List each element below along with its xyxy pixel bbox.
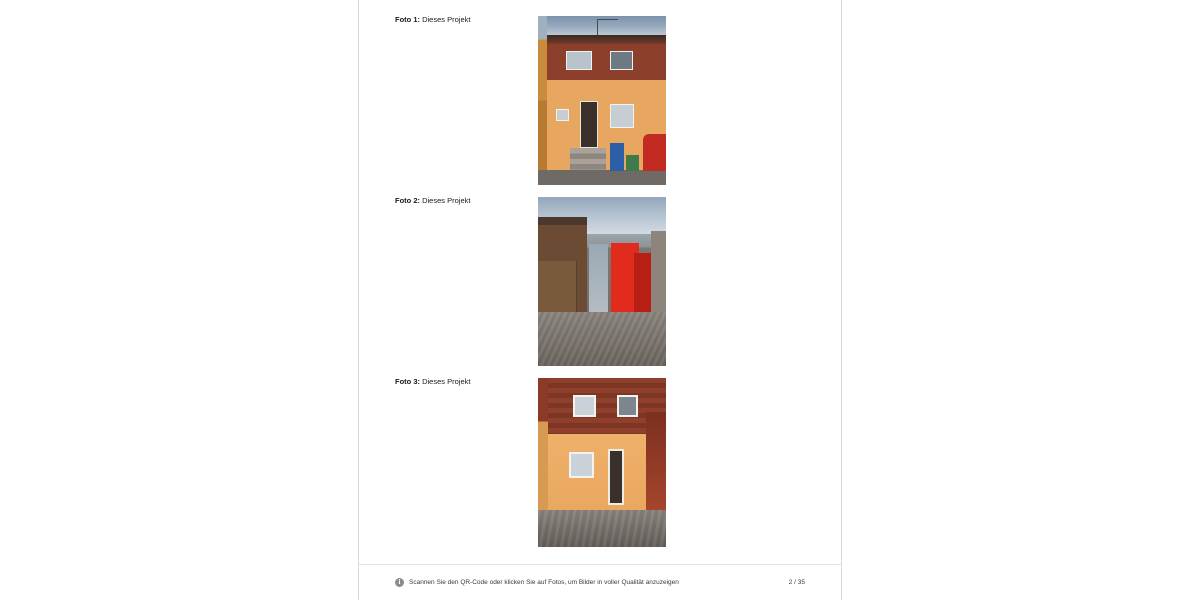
photo-1-label: Foto 1:: [395, 15, 420, 24]
info-icon: i: [395, 578, 404, 587]
photo-1-image[interactable]: [538, 16, 666, 185]
page-indicator: 2 / 35: [788, 579, 805, 586]
right-wall-shape: [646, 412, 666, 510]
photo-2-title: Dieses Projekt: [422, 196, 471, 205]
footer-note: Scannen Sie den QR-Code oder klicken Sie auf Fotos, um Bilder in voller Qualität anzuzeigen: [409, 579, 679, 586]
left-wall-shape: [538, 378, 548, 510]
right-wall-shape: [651, 231, 666, 316]
roofline-shape: [547, 35, 666, 43]
pavement-shape: [538, 312, 666, 366]
window-shape: [556, 109, 569, 121]
photo-3-image[interactable]: [538, 378, 666, 547]
footer-note-group: [395, 578, 789, 587]
window-shape: [617, 395, 637, 417]
antenna-shape: [597, 19, 618, 35]
photo-3-label: Foto 3:: [395, 377, 420, 386]
window-shape: [610, 51, 633, 70]
red-car-shape: [643, 134, 666, 171]
window-shape: [610, 104, 634, 128]
pavement-shape: [538, 510, 666, 547]
ground-shape: [538, 170, 666, 185]
window-shape: [573, 395, 596, 417]
window-shape: [566, 51, 592, 70]
sky-gap-shape: [589, 244, 608, 312]
photo-1-caption: [395, 16, 470, 24]
red-container-shape: [634, 253, 651, 314]
photo-2-label: Foto 2:: [395, 196, 420, 205]
green-bin-shape: [626, 155, 639, 172]
photo-3-title: Dieses Projekt: [422, 377, 471, 386]
wooden-fence-shape: [538, 261, 577, 318]
document-page: [358, 0, 842, 600]
window-shape: [569, 452, 595, 477]
door-shape: [580, 101, 598, 148]
page-footer: [359, 564, 841, 600]
photo-2-caption: [395, 197, 470, 205]
door-shape: [608, 449, 623, 505]
photo-3-caption: [395, 378, 470, 386]
photo-2-image[interactable]: [538, 197, 666, 366]
photo-1-title: Dieses Projekt: [422, 15, 471, 24]
blue-bin-shape: [610, 143, 624, 172]
